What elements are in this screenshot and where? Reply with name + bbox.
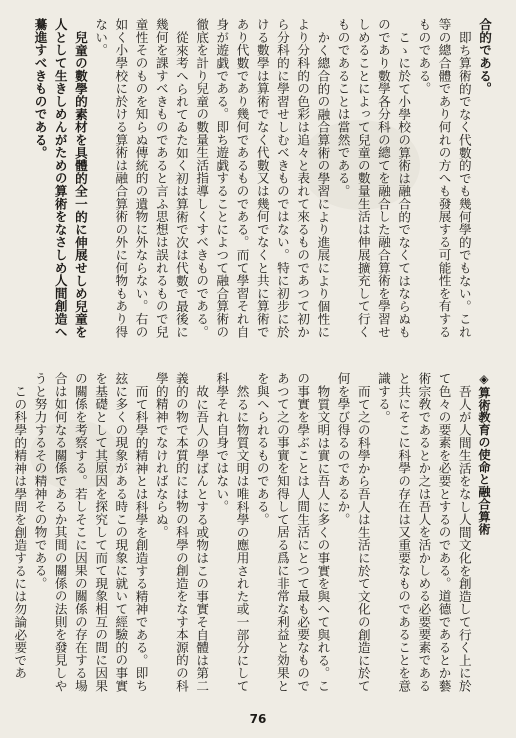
lower-text-block [14, 372, 494, 702]
paragraph: 兒童の數學的素材を具體的全一的に伸展せしめ兒童を人として生きしめんがための算術をなさしめ人間創造へ驀進すべきものである。 [32, 18, 88, 338]
page-number: 76 [249, 712, 267, 726]
paragraph: かく總合的の融合算術の學習により進展により個性により分科的の色彩は追々と表れて來るものであつて初から分科的に學習せしむべきものではない。特に初步に於ける數學は算術でなく代數又は幾何でなくと共に算術であり代數であり幾何であるものである。而て學習それ自身が遊戯である。即ち遊戯することによつて融合算術の徹底を計り兒童の數量生活指導しくすべきものである。 [194, 18, 331, 338]
paragraph: 物質文明は實に吾人に多くの事實を與へて與れる。この事實を學ぶことは人間生活にとつて最も必要なものであつて之の事實を知得して居る爲に非常な利益と効果とを與へられるものである。 [254, 372, 331, 692]
paragraph: 而て之の科學から吾人は生活に於て文化の創造に於て何を學び得るのであるか。 [335, 372, 371, 692]
paragraph: こゝに於て小學校の算術は融合的でなくてはならぬものであり數學各分科の總てを融合した融合算術を學習せしめることによって兒童の數量生活は伸展擴充して行くものであることは當然である。 [335, 18, 412, 338]
paragraph: 故に吾人の學ばんとする或物はこの事實そ自體は第二義的の物で本質的には物の科學の創造をなす本源的の科學的精神でなければならぬ。 [153, 372, 210, 692]
paragraph: 合的である。 [477, 18, 492, 95]
paragraph: 然るに物質文明は唯科學の應用された或一部分にして科學それ自身ではない。 [214, 372, 250, 692]
paragraph: 即ち算術的でなく代數的でも幾何學的でもない。これ等の總合體であり何れの方へも發展する可能性を有するものである。 [416, 18, 472, 338]
paragraph: 而て科學的精神とは科學を創造する精神である。即ち玆に多くの現象がある時この現象に就いて經驗的の事實を基礎として其原因を探究して而て現象相互の間に因果の關係を考察する。若しそこに因果の關係の存在する場合は如何なる關係であるか其間の關係の法則を發見しやうと努力するその精神その物である。 [32, 372, 149, 692]
paragraph: この科學的精神は學問を創造するには勿論必要であ [12, 384, 28, 679]
paragraph: 吾人が人間生活をなし人間文化を創造して行く上に於て色々の要素を必要とするのである。道德であるとか藝術宗敎であるとか之は吾人を活かしめる必要要素であると共にそこに科學の存在は又重要なものであることを意識する。 [375, 372, 472, 692]
paragraph: 從來考へられてゐた如く初は算術で次は代數で最後に幾何を課すべきものであると言ふ思想は誤れるもので兒童性そのものを知らぬ傳統的の遺物に外ならない。右の如く小學校に於ける算術は融合算術の外に何物もあり得ない。 [93, 18, 189, 338]
section-heading: ◈算術教育の使命と融合算術 [477, 372, 491, 535]
upper-text-block [26, 18, 494, 350]
